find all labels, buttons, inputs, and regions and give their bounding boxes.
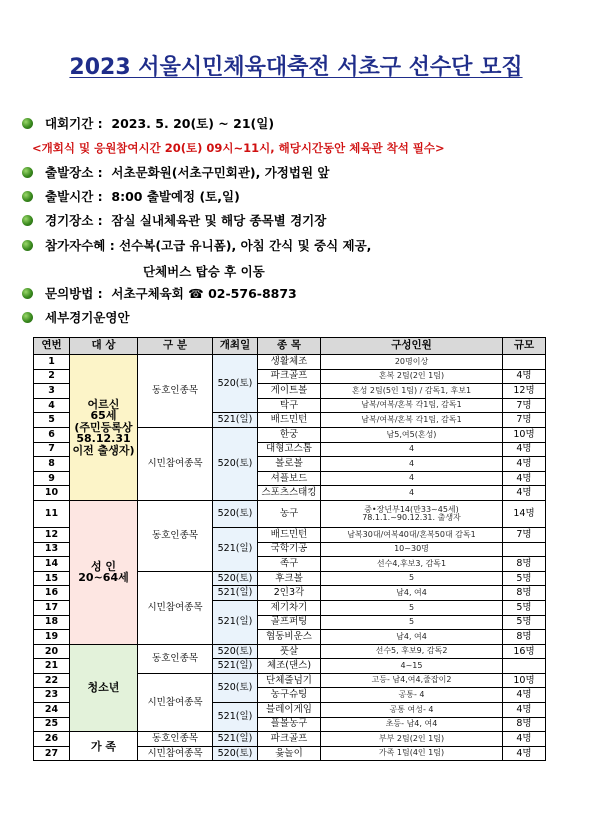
header-date: 개최일 [213, 338, 258, 355]
event-scale: 7명 [503, 527, 546, 542]
date-cell: 520(토) [213, 427, 258, 500]
row-no: 4 [34, 398, 70, 413]
event-name: 윷놀이 [258, 746, 321, 761]
event-name: 볼로볼 [258, 457, 321, 472]
event-scale: 4명 [503, 746, 546, 761]
row-no: 6 [34, 427, 70, 442]
event-name: 게이트볼 [258, 384, 321, 399]
event-name: 2인3각 [258, 586, 321, 601]
bullet-icon [22, 167, 33, 178]
event-scale: 4명 [503, 486, 546, 501]
event-scale: 4명 [503, 471, 546, 486]
row-no: 10 [34, 486, 70, 501]
header-division: 구 분 [138, 338, 213, 355]
event-name: 대형고스톱 [258, 442, 321, 457]
row-no: 23 [34, 688, 70, 703]
date-cell: 521(일) [213, 732, 258, 747]
event-scale: 4명 [503, 369, 546, 384]
row-no: 7 [34, 442, 70, 457]
event-name: 농구슈팅 [258, 688, 321, 703]
date-cell: 520(토) [213, 571, 258, 586]
event-name: 농구 [258, 500, 321, 527]
table-header-row [34, 338, 546, 355]
event-scale: 4명 [503, 703, 546, 718]
row-no: 21 [34, 659, 70, 674]
event-members: 남4, 여4 [321, 630, 503, 645]
bullet-icon [22, 215, 33, 226]
target-senior: 어르신 65세 (주민등록상 58.12.31 이전 출생자) [70, 355, 138, 501]
event-scale: 8명 [503, 630, 546, 645]
row-no: 11 [34, 500, 70, 527]
date-cell: 520(토) [213, 355, 258, 413]
event-scale: 8명 [503, 586, 546, 601]
event-members: 초등- 남4, 여4 [321, 717, 503, 732]
event-scale [503, 659, 546, 674]
row-no: 8 [34, 457, 70, 472]
row-no: 27 [34, 746, 70, 761]
row-no: 20 [34, 644, 70, 659]
header-event: 종 목 [258, 338, 321, 355]
row-no: 15 [34, 571, 70, 586]
row-no: 12 [34, 527, 70, 542]
date-cell: 521(일) [213, 659, 258, 674]
event-members: 공통- 4 [321, 688, 503, 703]
event-members: 남4, 여4 [321, 586, 503, 601]
page-title: 2023 서울시민체육대축전 서초구 선수단 모집 [69, 55, 523, 80]
event-name: 파크골프 [258, 369, 321, 384]
event-members: 고등- 남4,여4,줄잡이2 [321, 673, 503, 688]
event-members: 혼복 2팀(2인 1팀) [321, 369, 503, 384]
date-cell: 521(일) [213, 413, 258, 428]
division-citizen: 시민참여종목 [138, 571, 213, 644]
info-contact: 문의방법 : 서초구체육회 ☎ 02-576-8873 [22, 284, 297, 302]
event-members: 중•장년부14(만33~45세) 78.1.1.~90.12.31. 출생자 [321, 500, 503, 527]
event-members: 선수4,후보3, 감독1 [321, 557, 503, 572]
event-scale: 4명 [503, 732, 546, 747]
event-members: 5 [321, 571, 503, 586]
header-scale: 규모 [503, 338, 546, 355]
event-members: 4 [321, 442, 503, 457]
event-members: 남5,여5(혼성) [321, 427, 503, 442]
row-no: 9 [34, 471, 70, 486]
info-period: 대회기간 : 2023. 5. 20(토) ~ 21(일) [22, 114, 274, 132]
bullet-icon [22, 240, 33, 251]
event-scale: 4명 [503, 688, 546, 703]
row-no: 16 [34, 586, 70, 601]
row-no: 5 [34, 413, 70, 428]
bullet-icon [22, 118, 33, 129]
row-no: 25 [34, 717, 70, 732]
event-scale: 12명 [503, 384, 546, 399]
row-no: 13 [34, 542, 70, 557]
event-name: 한궁 [258, 427, 321, 442]
table-row [34, 644, 546, 659]
event-scale: 10명 [503, 673, 546, 688]
event-name: 국학기공 [258, 542, 321, 557]
event-name: 배드민턴 [258, 527, 321, 542]
event-members: 4 [321, 471, 503, 486]
division-club: 동호인종목 [138, 355, 213, 428]
date-cell: 520(토) [213, 500, 258, 527]
event-scale [503, 355, 546, 370]
event-members: 5 [321, 615, 503, 630]
date-cell: 520(토) [213, 746, 258, 761]
division-citizen: 시민참여종목 [138, 673, 213, 731]
event-members: 혼성 2팀(5인 1팀) / 감독1, 후보1 [321, 384, 503, 399]
row-no: 3 [34, 384, 70, 399]
header-members: 구성인원 [321, 338, 503, 355]
event-scale: 10명 [503, 427, 546, 442]
division-club: 동호인종목 [138, 644, 213, 673]
event-name: 셔플보드 [258, 471, 321, 486]
event-scale: 7명 [503, 398, 546, 413]
event-scale [503, 542, 546, 557]
event-members: 4 [321, 486, 503, 501]
header-no: 연번 [34, 338, 70, 355]
date-cell: 520(토) [213, 673, 258, 702]
info-detail-heading: 세부경기운영안 [22, 308, 130, 326]
division-club: 동호인종목 [138, 500, 213, 571]
table-row [34, 732, 546, 747]
date-cell: 521(일) [213, 600, 258, 644]
event-scale: 4명 [503, 442, 546, 457]
date-cell: 521(일) [213, 527, 258, 571]
events-table [33, 337, 546, 761]
row-no: 17 [34, 600, 70, 615]
info-departure-place: 출발장소 : 서초문화원(서초구민회관), 가정법원 앞 [22, 163, 329, 181]
info-venue: 경기장소 : 잠실 실내체육관 및 해당 종목별 경기장 [22, 211, 326, 229]
event-name: 제기차기 [258, 600, 321, 615]
info-departure-time: 출발시간 : 8:00 출발예정 (토,일) [22, 187, 240, 205]
event-name: 탁구 [258, 398, 321, 413]
division-citizen: 시민참여종목 [138, 746, 213, 761]
event-members: 남복/여복/혼복 각1팀, 감독1 [321, 398, 503, 413]
row-no: 26 [34, 732, 70, 747]
row-no: 24 [34, 703, 70, 718]
event-name: 골프퍼팅 [258, 615, 321, 630]
info-benefits-continued: 단체버스 탑승 후 이동 [143, 264, 265, 279]
event-scale: 14명 [503, 500, 546, 527]
event-scale: 7명 [503, 413, 546, 428]
event-name: 후크볼 [258, 571, 321, 586]
division-citizen: 시민참여종목 [138, 427, 213, 500]
event-name: 스포츠스태킹 [258, 486, 321, 501]
event-name: 파크골프 [258, 732, 321, 747]
row-no: 2 [34, 369, 70, 384]
table-row [34, 500, 546, 527]
info-benefits: 참가자수혜 : 선수복(고급 유니폼), 아침 간식 및 중식 제공, [22, 236, 371, 254]
event-name: 족구 [258, 557, 321, 572]
event-name: 배드민턴 [258, 413, 321, 428]
target-adult: 성 인 20~64세 [70, 500, 138, 644]
event-members: 공통 여성- 4 [321, 703, 503, 718]
event-name: 생활체조 [258, 355, 321, 370]
event-members: 부부 2팀(2인 1팀) [321, 732, 503, 747]
event-members: 4~15 [321, 659, 503, 674]
date-cell: 521(일) [213, 703, 258, 732]
event-members: 선수5, 후보9, 감독2 [321, 644, 503, 659]
bullet-icon [22, 191, 33, 202]
row-no: 18 [34, 615, 70, 630]
bullet-icon [22, 312, 33, 323]
row-no: 14 [34, 557, 70, 572]
opening-notice: <개회식 및 응원참여시간 20(토) 09시~11시, 해당시간동안 체육관 착석 필수> [32, 141, 445, 155]
bullet-icon [22, 288, 33, 299]
event-scale: 5명 [503, 600, 546, 615]
event-name: 블레이게임 [258, 703, 321, 718]
event-name: 풋살 [258, 644, 321, 659]
division-club: 동호인종목 [138, 732, 213, 747]
table-row [34, 355, 546, 370]
row-no: 22 [34, 673, 70, 688]
event-name: 단체줄넘기 [258, 673, 321, 688]
header-target: 대 상 [70, 338, 138, 355]
event-scale: 4명 [503, 457, 546, 472]
event-members: 남복/여복/혼복 각1팀, 감독1 [321, 413, 503, 428]
event-members: 10~30명 [321, 542, 503, 557]
event-members: 5 [321, 600, 503, 615]
event-members: 20명이상 [321, 355, 503, 370]
event-members: 4 [321, 457, 503, 472]
event-name: 플볼농구 [258, 717, 321, 732]
event-scale: 5명 [503, 615, 546, 630]
event-scale: 8명 [503, 717, 546, 732]
event-members: 가족 1팀(4인 1팀) [321, 746, 503, 761]
date-cell: 521(일) [213, 586, 258, 601]
event-scale: 5명 [503, 571, 546, 586]
row-no: 19 [34, 630, 70, 645]
event-name: 체조(댄스) [258, 659, 321, 674]
date-cell: 520(토) [213, 644, 258, 659]
event-name: 협동비운스 [258, 630, 321, 645]
target-family: 가 족 [70, 732, 138, 761]
event-scale: 16명 [503, 644, 546, 659]
target-youth: 청소년 [70, 644, 138, 732]
event-members: 남복30대/여복40대/혼복50대 감독1 [321, 527, 503, 542]
row-no: 1 [34, 355, 70, 370]
event-scale: 8명 [503, 557, 546, 572]
